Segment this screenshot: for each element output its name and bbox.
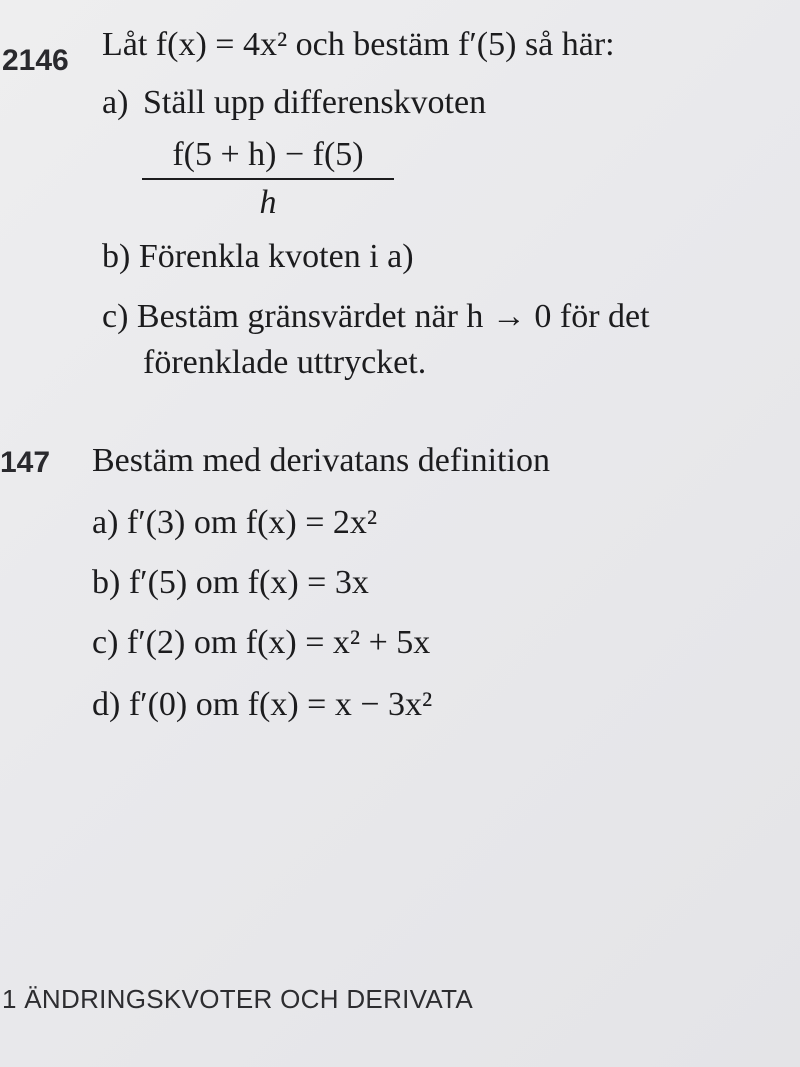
problem-number-2147: 147 <box>0 446 51 479</box>
problem-2146-part-c-line1: c) Bestäm gränsvärdet när h → 0 för det <box>102 298 650 335</box>
fraction-denominator: h <box>259 184 277 221</box>
fraction-numerator: f(5 + h) − f(5) <box>172 136 364 173</box>
problem-2146-part-c-line2: förenklade uttrycket. <box>143 344 427 381</box>
problem-2146-part-a-label: a) <box>102 84 129 121</box>
difference-quotient-fraction <box>142 138 394 220</box>
problem-number-2146: 2146 <box>2 44 69 77</box>
problem-2146-part-b: b) Förenkla kvoten i a) <box>102 238 414 275</box>
chapter-footer: 1 ÄNDRINGSKVOTER OCH DERIVATA <box>2 984 473 1014</box>
problem-2147-item-d: d) f′(0) om f(x) = x − 3x² <box>92 686 433 723</box>
problem-2146-intro: Låt f(x) = 4x² och bestäm f′(5) så här: <box>102 26 615 63</box>
problem-2146-part-a-text: Ställ upp differenskvoten <box>143 84 487 121</box>
problem-2147-item-b: b) f′(5) om f(x) = 3x <box>92 564 369 601</box>
problem-2147-item-a: a) f′(3) om f(x) = 2x² <box>92 504 378 541</box>
problem-2147-intro: Bestäm med derivatans definition <box>92 442 550 479</box>
problem-2147-item-c: c) f′(2) om f(x) = x² + 5x <box>92 624 431 661</box>
